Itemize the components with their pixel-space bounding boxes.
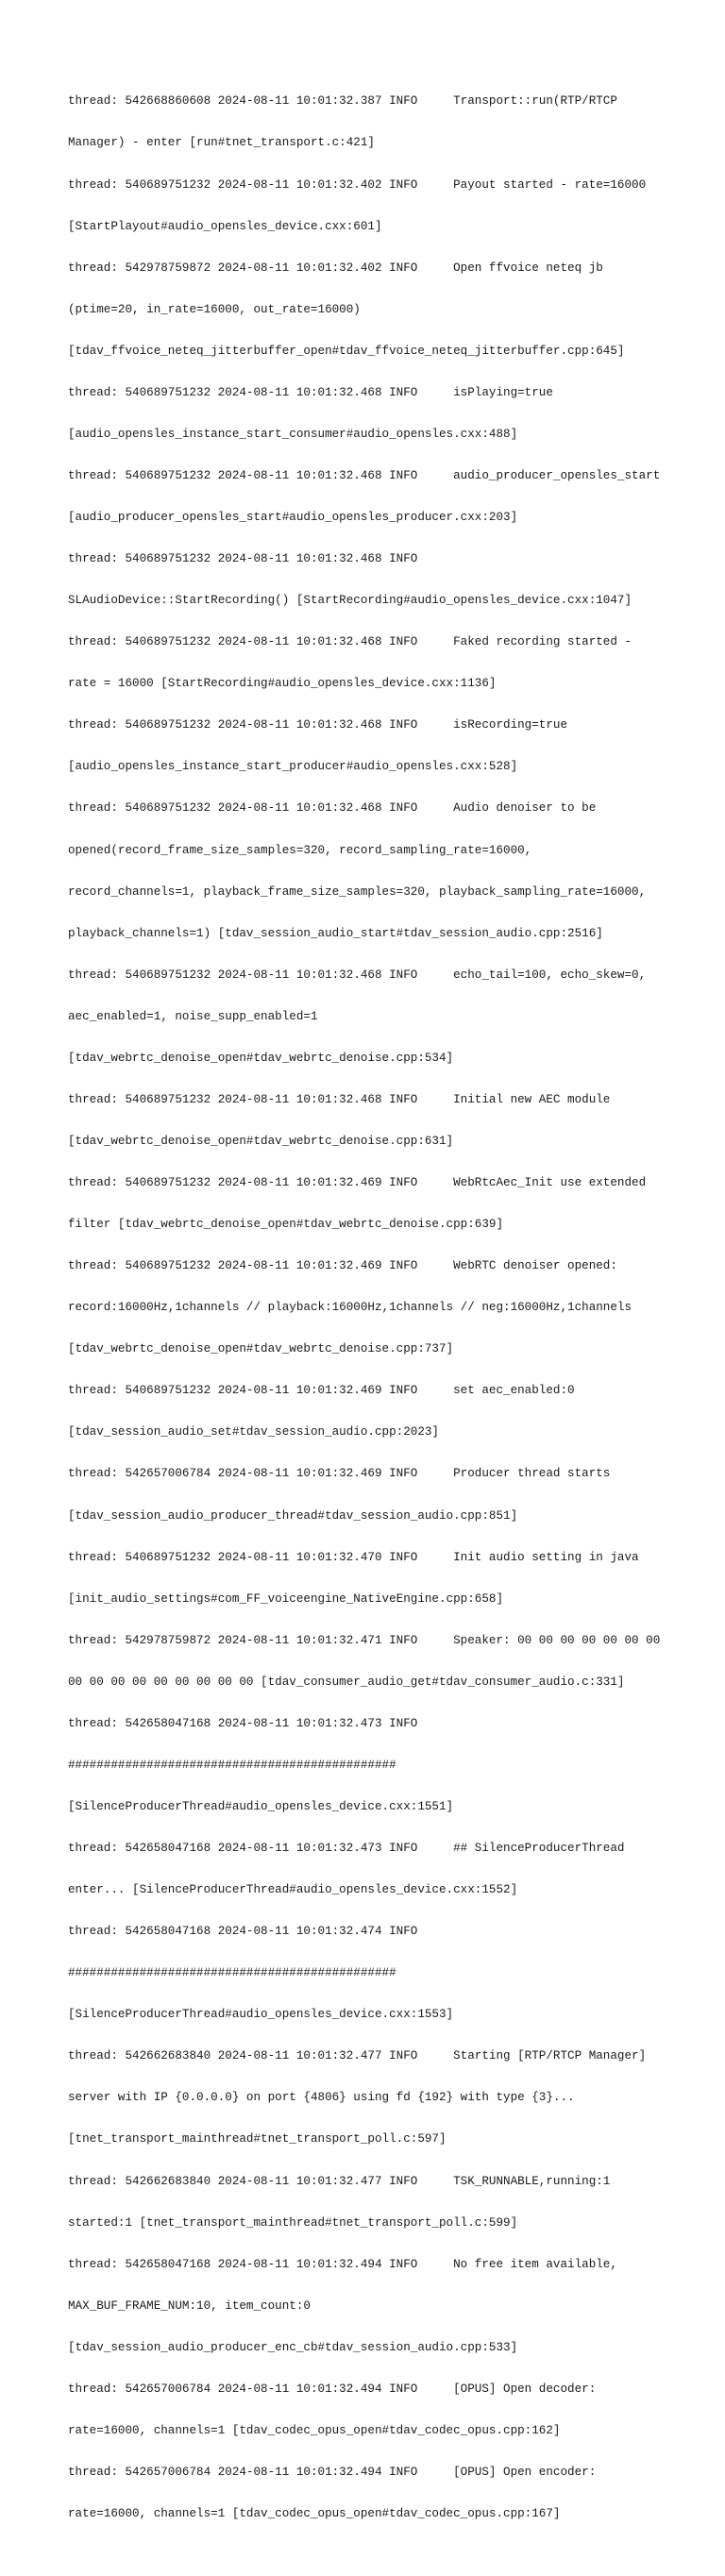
log-line: record_channels=1, playback_frame_size_samples=320, playback_sampling_rate=16000,: [68, 884, 647, 899]
log-text: [68, 67, 660, 2576]
log-line: [tdav_session_audio_producer_thread#tdav_session_audio.cpp:851]: [68, 1508, 518, 1523]
log-line: rate = 16000 [StartRecording#audio_opensles_device.cxx:1136]: [68, 677, 497, 691]
log-line: [SilenceProducerThread#audio_opensles_device.cxx:1551]: [68, 1799, 454, 1813]
log-line: [tnet_transport_mainthread#tnet_transport_poll.c:597]: [68, 2132, 447, 2147]
log-line: thread: 540689751232 2024-08-11 10:01:32.469 INFO WebRTC denoiser opened:: [68, 1259, 617, 1273]
log-line: thread: 542978759872 2024-08-11 10:01:32.402 INFO Open ffvoice neteq jb: [68, 261, 603, 275]
log-line: thread: 540689751232 2024-08-11 10:01:32.402 INFO Payout started - rate=16000: [68, 177, 647, 192]
log-line: thread: 542658047168 2024-08-11 10:01:32.474 INFO: [68, 1925, 418, 1939]
log-line: 00 00 00 00 00 00 00 00 00 [tdav_consumer_audio_get#tdav_consumer_audio.c:331]: [68, 1675, 625, 1689]
log-line: thread: 540689751232 2024-08-11 10:01:32.469 INFO WebRtcAec_Init use extended: [68, 1176, 647, 1189]
log-line: thread: 540689751232 2024-08-11 10:01:32.468 INFO isPlaying=true: [68, 385, 553, 399]
log-line: thread: 540689751232 2024-08-11 10:01:32.468 INFO: [68, 552, 418, 566]
log-line: [tdav_session_audio_producer_enc_cb#tdav_session_audio.cpp:533]: [68, 2340, 518, 2354]
log-line: thread: 542662683840 2024-08-11 10:01:32.477 INFO Starting [RTP/RTCP Manager]: [68, 2049, 647, 2063]
log-line: server with IP {0.0.0.0} on port {4806} using fd {192} with type {3}...: [68, 2091, 575, 2105]
log-line: thread: 542658047168 2024-08-11 10:01:32.473 INFO ## SilenceProducerThread: [68, 1842, 625, 1855]
log-line: (ptime=20, in_rate=16000, out_rate=16000): [68, 302, 361, 316]
log-line: [tdav_ffvoice_neteq_jitterbuffer_open#tdav_ffvoice_neteq_jitterbuffer.cpp:645]: [68, 344, 625, 358]
log-line: opened(record_frame_size_samples=320, record_sampling_rate=16000,: [68, 843, 532, 857]
log-line: thread: 542657006784 2024-08-11 10:01:32.494 INFO [OPUS] Open encoder:: [68, 2465, 597, 2479]
log-line: [init_audio_settings#com_FF_voiceengine_NativeEngine.cpp:658]: [68, 1591, 504, 1606]
log-line: thread: 540689751232 2024-08-11 10:01:32.469 INFO set aec_enabled:0: [68, 1384, 575, 1398]
log-line: playback_channels=1) [tdav_session_audio_start#tdav_session_audio.cpp:2516]: [68, 926, 603, 940]
log-line: Manager) - enter [run#tnet_transport.c:421]: [68, 136, 375, 150]
log-line: ##############################################: [68, 1758, 396, 1772]
log-line: ##############################################: [68, 1966, 396, 1980]
log-line: [StartPlayout#audio_opensles_device.cxx:601]: [68, 219, 382, 233]
log-line: thread: 540689751232 2024-08-11 10:01:32.468 INFO Initial new AEC module: [68, 1092, 611, 1106]
log-line: [audio_producer_opensles_start#audio_opensles_producer.cxx:203]: [68, 511, 518, 524]
log-line: MAX_BUF_FRAME_NUM:10, item_count:0: [68, 2298, 311, 2313]
log-line: rate=16000, channels=1 [tdav_codec_opus_open#tdav_codec_opus.cpp:162]: [68, 2423, 561, 2437]
log-line: SLAudioDevice::StartRecording() [StartRecording#audio_opensles_device.cxx:1047]: [68, 594, 632, 608]
log-line: filter [tdav_webrtc_denoise_open#tdav_webrtc_denoise.cpp:639]: [68, 1218, 504, 1232]
log-line: thread: 542658047168 2024-08-11 10:01:32.473 INFO: [68, 1716, 418, 1730]
log-line: thread: 540689751232 2024-08-11 10:01:32.468 INFO Faked recording started -: [68, 635, 632, 649]
log-line: aec_enabled=1, noise_supp_enabled=1: [68, 1009, 318, 1023]
log-line: [tdav_session_audio_set#tdav_session_audio.cpp:2023]: [68, 1425, 439, 1440]
log-line: thread: 540689751232 2024-08-11 10:01:32.468 INFO echo_tail=100, echo_skew=0,: [68, 968, 647, 982]
log-line: thread: 540689751232 2024-08-11 10:01:32.468 INFO Audio denoiser to be: [68, 801, 597, 816]
log-line: [tdav_webrtc_denoise_open#tdav_webrtc_denoise.cpp:631]: [68, 1134, 454, 1148]
log-line: [audio_opensles_instance_start_producer#audio_opensles.cxx:528]: [68, 760, 518, 774]
log-line: thread: 542662683840 2024-08-11 10:01:32.477 INFO TSK_RUNNABLE,running:1: [68, 2174, 611, 2188]
log-line: thread: 542658047168 2024-08-11 10:01:32.494 INFO No free item available,: [68, 2257, 617, 2271]
log-line: thread: 540689751232 2024-08-11 10:01:32.468 INFO audio_producer_opensles_start: [68, 468, 661, 482]
log-line: enter... [SilenceProducerThread#audio_opensles_device.cxx:1552]: [68, 1883, 518, 1897]
log-line: thread: 542978759872 2024-08-11 10:01:32.471 INFO Speaker: 00 00 00 00 00 00 00: [68, 1633, 661, 1647]
log-line: thread: 540689751232 2024-08-11 10:01:32.468 INFO isRecording=true: [68, 718, 568, 732]
log-line: rate=16000, channels=1 [tdav_codec_opus_open#tdav_codec_opus.cpp:167]: [68, 2507, 561, 2520]
log-line: thread: 542668860608 2024-08-11 10:01:32.387 INFO Transport::run(RTP/RTCP: [68, 94, 617, 109]
log-line: record:16000Hz,1channels // playback:16000Hz,1channels // neg:16000Hz,1channels: [68, 1301, 632, 1315]
log-line: thread: 542657006784 2024-08-11 10:01:32.469 INFO Producer thread starts: [68, 1467, 611, 1481]
log-line: started:1 [tnet_transport_mainthread#tnet_transport_poll.c:599]: [68, 2215, 518, 2230]
log-line: thread: 542657006784 2024-08-11 10:01:32.494 INFO [OPUS] Open decoder:: [68, 2382, 597, 2396]
log-line: [tdav_webrtc_denoise_open#tdav_webrtc_denoise.cpp:737]: [68, 1342, 454, 1356]
log-line: [SilenceProducerThread#audio_opensles_device.cxx:1553]: [68, 2008, 454, 2022]
log-line: thread: 540689751232 2024-08-11 10:01:32.470 INFO Init audio setting in java: [68, 1550, 639, 1564]
log-line: [audio_opensles_instance_start_consumer#audio_opensles.cxx:488]: [68, 427, 518, 441]
log-line: [tdav_webrtc_denoise_open#tdav_webrtc_denoise.cpp:534]: [68, 1051, 454, 1065]
